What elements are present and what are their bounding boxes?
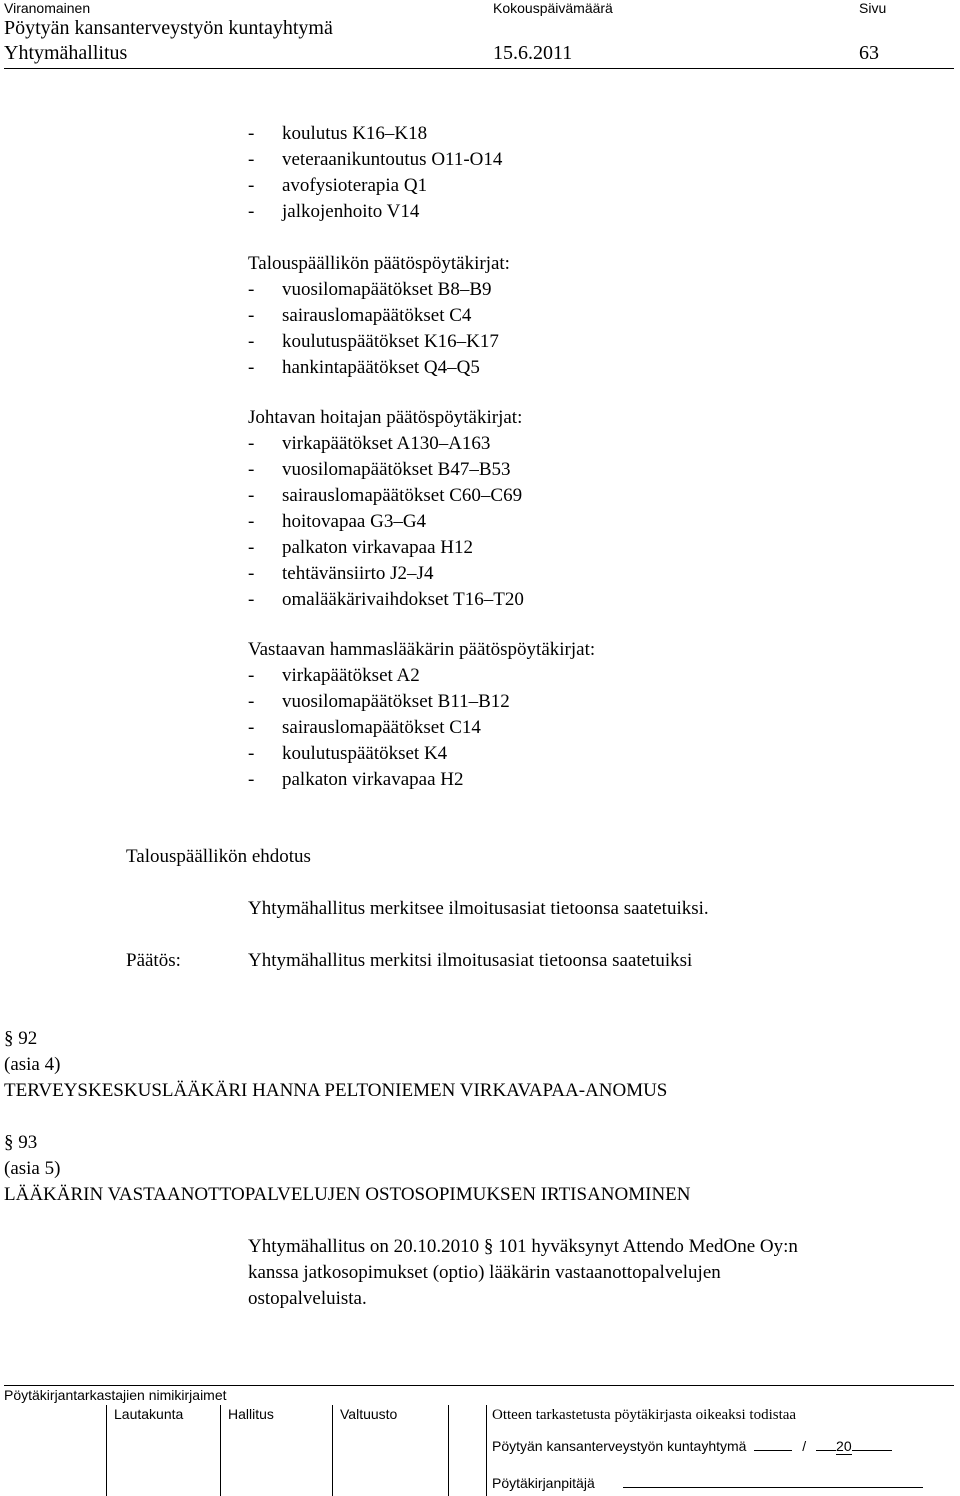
header-body: Yhtymähallitus bbox=[4, 42, 128, 64]
section-asia: (asia 5) bbox=[4, 1158, 61, 1179]
footer-rule bbox=[4, 1385, 954, 1386]
section-title: LÄÄKÄRIN VASTAANOTTOPALVELUJEN OSTOSOPIMUKSEN IRTISANOMINEN bbox=[4, 1184, 691, 1205]
footer-keeper bbox=[492, 1473, 923, 1491]
footer-keeper-signature-line bbox=[623, 1473, 923, 1488]
paragraph-line: Yhtymähallitus on 20.10.2010 § 101 hyväksynyt Attendo MedOne Oy:n bbox=[248, 1236, 798, 1257]
list-heading: Johtavan hoitajan päätöspöytäkirjat: bbox=[248, 407, 523, 428]
list-item: - jalkojenhoito V14 bbox=[248, 201, 420, 222]
footer-divider bbox=[486, 1405, 487, 1496]
footer-initials-label: Pöytäkirjantarkastajien nimikirjaimet bbox=[4, 1387, 227, 1403]
footer-keeper-label: Pöytäkirjanpitäjä bbox=[492, 1475, 595, 1491]
talous-list bbox=[248, 251, 510, 381]
list-item: - palkaton virkavapaa H12 bbox=[248, 537, 473, 558]
list-item: - koulutuspäätökset K16–K17 bbox=[248, 331, 499, 352]
section-number: § 92 bbox=[4, 1028, 38, 1049]
list-item: - avofysioterapia Q1 bbox=[248, 175, 428, 196]
list-item: - veteraanikuntoutus O11-O14 bbox=[248, 149, 503, 170]
footer-slash: / bbox=[802, 1438, 807, 1454]
section-title: TERVEYSKESKUSLÄÄKÄRI HANNA PELTONIEMEN VIRKAVAPAA-ANOMUS bbox=[4, 1080, 668, 1101]
hammas-list bbox=[248, 637, 595, 793]
list-item: - palkaton virkavapaa H2 bbox=[248, 769, 464, 790]
list-item: - tehtävänsiirto J2–J4 bbox=[248, 563, 434, 584]
intro-list bbox=[248, 121, 502, 225]
header-rule bbox=[4, 68, 954, 69]
list-item: - virkapäätökset A2 bbox=[248, 665, 420, 686]
list-heading: Vastaavan hammaslääkärin päätöspöytäkirjat: bbox=[248, 639, 596, 660]
proposal-text: Yhtymähallitus merkitsee ilmoitusasiat tietoonsa saatetuiksi. bbox=[248, 898, 709, 919]
list-item: - sairauslomapäätökset C14 bbox=[248, 717, 481, 738]
list-item: - koulutuspäätökset K4 bbox=[248, 743, 448, 764]
header-page-number: 63 bbox=[859, 42, 879, 64]
proposal-label: Talouspäällikön ehdotus bbox=[126, 846, 311, 867]
header-page-label: Sivu bbox=[859, 0, 887, 16]
paragraph-line: ostopalveluista. bbox=[248, 1288, 367, 1309]
footer-year: 20 bbox=[836, 1438, 852, 1454]
footer-org: Pöytyän kansanterveystyön kuntayhtymä bbox=[492, 1438, 747, 1454]
list-item: - hoitovapaa G3–G4 bbox=[248, 511, 427, 532]
footer-divider bbox=[332, 1405, 333, 1496]
hoitaja-list bbox=[248, 405, 524, 613]
list-item: - koulutus K16–K18 bbox=[248, 123, 428, 144]
decision-text: Yhtymähallitus merkitsi ilmoitusasiat tietoonsa saatetuiksi bbox=[248, 950, 693, 971]
list-item: - hankintapäätökset Q4–Q5 bbox=[248, 357, 480, 378]
header-date-label: Kokouspäivämäärä bbox=[493, 0, 613, 16]
list-heading: Talouspäällikön päätöspöytäkirjat: bbox=[248, 253, 510, 274]
header-org: Pöytyän kansanterveystyön kuntayhtymä bbox=[4, 17, 333, 39]
footer-col-valtuusto: Valtuusto bbox=[340, 1406, 398, 1422]
footer-blank-day bbox=[754, 1436, 792, 1451]
footer-divider bbox=[220, 1405, 221, 1496]
list-item: - sairauslomapäätökset C60–C69 bbox=[248, 485, 523, 506]
decision-label: Päätös: bbox=[126, 950, 181, 971]
section-number: § 93 bbox=[4, 1132, 38, 1153]
footer-cert-line: Otteen tarkastetusta pöytäkirjasta oikeaksi todistaa bbox=[492, 1407, 797, 1423]
footer-col-hallitus: Hallitus bbox=[228, 1406, 274, 1422]
header-date: 15.6.2011 bbox=[493, 42, 573, 64]
footer-divider bbox=[106, 1405, 107, 1496]
footer-col-lautakunta: Lautakunta bbox=[114, 1406, 184, 1422]
list-item: - omalääkärivaihdokset T16–T20 bbox=[248, 589, 524, 610]
header-doc-type: Viranomainen bbox=[4, 0, 91, 16]
list-item: - virkapäätökset A130–A163 bbox=[248, 433, 491, 454]
list-item: - vuosilomapäätökset B11–B12 bbox=[248, 691, 510, 712]
list-item: - vuosilomapäätökset B47–B53 bbox=[248, 459, 511, 480]
footer-org-line bbox=[492, 1436, 892, 1454]
paragraph-line: kanssa jatkosopimukset (optio) lääkärin vastaanottopalvelujen bbox=[248, 1262, 721, 1283]
footer-divider bbox=[448, 1405, 449, 1496]
section-asia: (asia 4) bbox=[4, 1054, 61, 1075]
list-item: - vuosilomapäätökset B8–B9 bbox=[248, 279, 492, 300]
footer-blank-month bbox=[816, 1436, 836, 1451]
list-item: - sairauslomapäätökset C4 bbox=[248, 305, 472, 326]
footer-blank-year bbox=[852, 1436, 892, 1451]
